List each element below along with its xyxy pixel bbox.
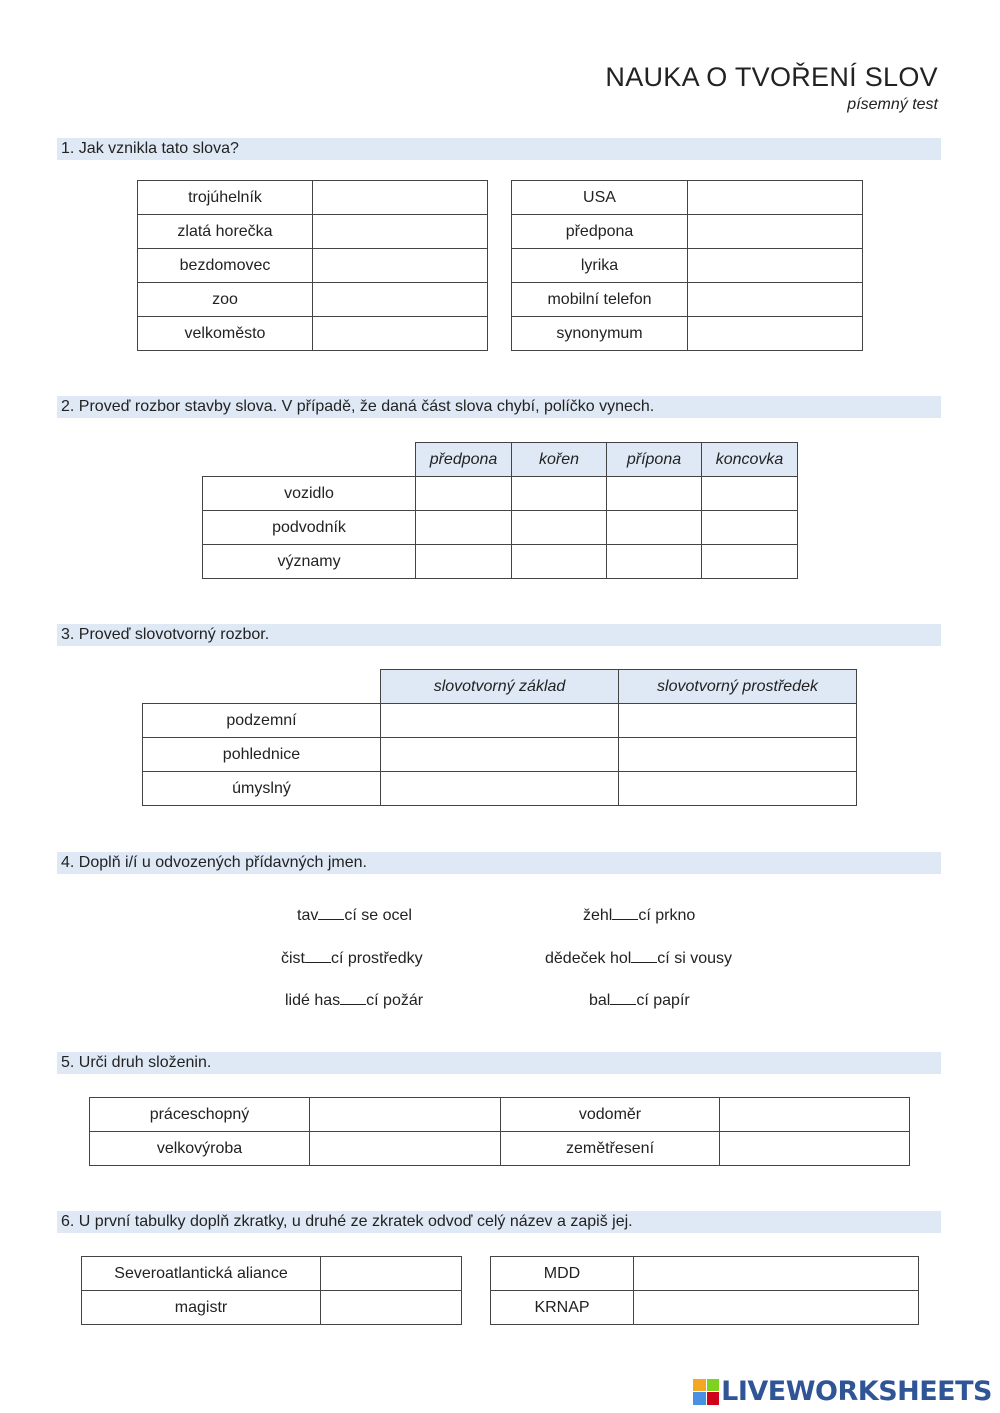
q6-answer-cell[interactable]	[634, 1291, 919, 1325]
q3-header: slovotvorný základ	[381, 670, 619, 704]
q5-word: vodoměr	[501, 1098, 720, 1132]
q5-table	[89, 1097, 910, 1166]
q4-prefix: bal	[589, 992, 611, 1009]
q4-fill-item	[589, 992, 690, 1010]
q3-word: úmyslný	[143, 772, 381, 806]
q3-answer-cell[interactable]	[619, 704, 857, 738]
q4-blank[interactable]	[610, 994, 636, 1005]
q2-header: koncovka	[702, 443, 798, 477]
q3-answer-cell[interactable]	[381, 772, 619, 806]
q1-word: bezdomovec	[138, 249, 313, 283]
q1-answer-cell[interactable]	[688, 249, 863, 283]
q3-table	[142, 669, 857, 806]
liveworksheets-logo-icon	[693, 1379, 719, 1405]
question-1-prompt: 1. Jak vznikla tato slova?	[57, 138, 941, 160]
q4-suffix: cí si vousy	[657, 950, 732, 967]
q1-table-left	[137, 180, 488, 351]
q2-header: kořen	[512, 443, 607, 477]
q1-answer-cell[interactable]	[313, 181, 488, 215]
q4-fill-item	[583, 907, 695, 925]
question-3-prompt: 3. Proveď slovotvorný rozbor.	[57, 624, 941, 646]
q1-word: trojúhelník	[138, 181, 313, 215]
q6-abbrev: KRNAP	[491, 1291, 634, 1325]
question-6-prompt: 6. U první tabulky doplň zkratky, u druhé ze zkratek odvoď celý název a zapiš jej.	[57, 1211, 941, 1233]
q4-blank[interactable]	[340, 994, 366, 1005]
q6-word: magistr	[82, 1291, 321, 1325]
q1-word: zoo	[138, 283, 313, 317]
q1-answer-cell[interactable]	[313, 317, 488, 351]
q2-corner	[203, 443, 416, 477]
q4-blank[interactable]	[612, 909, 638, 920]
q5-word: velkovýroba	[90, 1132, 310, 1166]
q1-word: předpona	[512, 215, 688, 249]
q4-suffix: cí prostředky	[331, 950, 423, 967]
q6-table-left	[81, 1256, 462, 1325]
q1-word: USA	[512, 181, 688, 215]
q5-answer-cell[interactable]	[310, 1132, 501, 1166]
q5-answer-cell[interactable]	[720, 1098, 910, 1132]
q4-suffix: cí se ocel	[344, 907, 412, 924]
q2-answer-cell[interactable]	[607, 511, 702, 545]
q3-answer-cell[interactable]	[381, 738, 619, 772]
q1-answer-cell[interactable]	[688, 181, 863, 215]
q1-answer-cell[interactable]	[688, 283, 863, 317]
q1-word: synonymum	[512, 317, 688, 351]
liveworksheets-logo-text: LIVEWORKSHEETS	[721, 1376, 992, 1407]
q2-answer-cell[interactable]	[702, 511, 798, 545]
q4-fill-item	[297, 907, 412, 925]
q3-answer-cell[interactable]	[619, 772, 857, 806]
q1-word: mobilní telefon	[512, 283, 688, 317]
q2-word: vozidlo	[203, 477, 416, 511]
q2-answer-cell[interactable]	[702, 477, 798, 511]
q1-word: zlatá horečka	[138, 215, 313, 249]
q4-suffix: cí prkno	[638, 907, 696, 924]
q1-answer-cell[interactable]	[313, 249, 488, 283]
q5-word: práceschopný	[90, 1098, 310, 1132]
q4-fill-item	[545, 950, 732, 968]
q1-answer-cell[interactable]	[313, 215, 488, 249]
page-title: NAUKA O TVOŘENÍ SLOV	[605, 62, 938, 92]
page-subtitle: písemný test	[847, 96, 938, 113]
q4-blank[interactable]	[631, 952, 657, 963]
q5-answer-cell[interactable]	[310, 1098, 501, 1132]
q3-header: slovotvorný prostředek	[619, 670, 857, 704]
q1-word: velkoměsto	[138, 317, 313, 351]
q4-prefix: dědeček hol	[545, 950, 632, 967]
q6-answer-cell[interactable]	[634, 1257, 919, 1291]
q2-answer-cell[interactable]	[512, 545, 607, 579]
q4-prefix: lidé has	[285, 992, 341, 1009]
q6-answer-cell[interactable]	[321, 1257, 462, 1291]
liveworksheets-logo	[693, 1376, 992, 1407]
q4-fill-item	[281, 950, 423, 968]
q3-answer-cell[interactable]	[381, 704, 619, 738]
q2-answer-cell[interactable]	[416, 477, 512, 511]
q2-answer-cell[interactable]	[607, 545, 702, 579]
q5-answer-cell[interactable]	[720, 1132, 910, 1166]
q1-answer-cell[interactable]	[688, 317, 863, 351]
q1-answer-cell[interactable]	[688, 215, 863, 249]
q4-blank[interactable]	[318, 909, 344, 920]
q2-header: předpona	[416, 443, 512, 477]
q4-fill-item	[285, 992, 423, 1010]
q1-table-right	[511, 180, 863, 351]
q2-answer-cell[interactable]	[416, 511, 512, 545]
question-5-prompt: 5. Urči druh složenin.	[57, 1052, 941, 1074]
q3-corner	[143, 670, 381, 704]
q6-answer-cell[interactable]	[321, 1291, 462, 1325]
q4-prefix: tav	[297, 907, 319, 924]
q2-answer-cell[interactable]	[512, 511, 607, 545]
q4-suffix: cí papír	[636, 992, 690, 1009]
q2-header: přípona	[607, 443, 702, 477]
q3-word: podzemní	[143, 704, 381, 738]
q5-word: zemětřesení	[501, 1132, 720, 1166]
q4-prefix: žehl	[583, 907, 613, 924]
q2-answer-cell[interactable]	[607, 477, 702, 511]
q1-word: lyrika	[512, 249, 688, 283]
q4-suffix: cí požár	[366, 992, 424, 1009]
q6-table-right	[490, 1256, 919, 1325]
q2-answer-cell[interactable]	[512, 477, 607, 511]
q1-answer-cell[interactable]	[313, 283, 488, 317]
q2-table	[202, 442, 798, 579]
q3-answer-cell[interactable]	[619, 738, 857, 772]
q2-word: významy	[203, 545, 416, 579]
q2-answer-cell[interactable]	[702, 545, 798, 579]
question-4-prompt: 4. Doplň i/í u odvozených přídavných jmen.	[57, 852, 941, 874]
question-2-prompt: 2. Proveď rozbor stavby slova. V případě, že daná část slova chybí, políčko vynech.	[57, 396, 941, 418]
q3-word: pohlednice	[143, 738, 381, 772]
q6-abbrev: MDD	[491, 1257, 634, 1291]
q2-answer-cell[interactable]	[416, 545, 512, 579]
q6-word: Severoatlantická aliance	[82, 1257, 321, 1291]
q2-word: podvodník	[203, 511, 416, 545]
q4-prefix: čist	[281, 950, 305, 967]
q4-blank[interactable]	[305, 952, 331, 963]
